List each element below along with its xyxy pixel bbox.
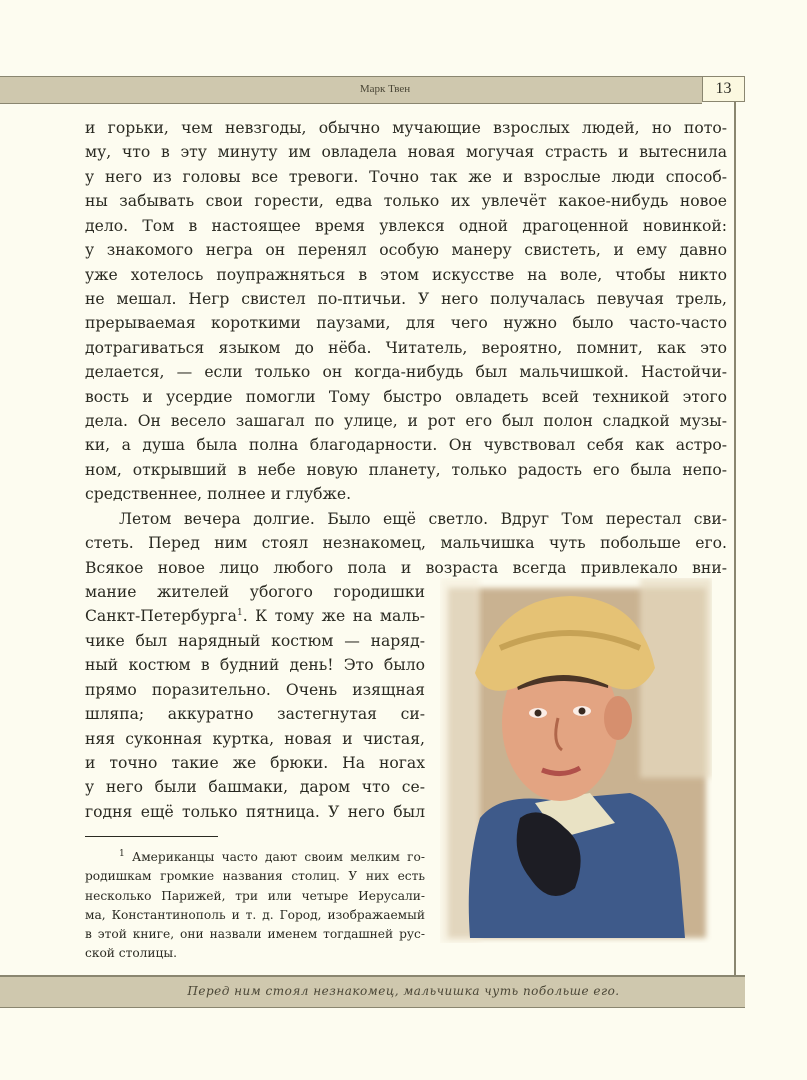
paragraph-1 bbox=[85, 116, 727, 507]
header-author: Марк Твен bbox=[359, 83, 411, 95]
text-line: прерываемая короткими паузами, для чего нужно было часто-часто bbox=[85, 314, 727, 333]
text-line: Летом вечера долгие. Было ещё светло. Вдруг Том перестал сви- bbox=[119, 509, 727, 528]
text-line: стеть. Перед ним стоял незнакомец, мальчишка чуть побольше его. bbox=[85, 534, 727, 553]
text-line: няя суконная куртка, новая и чистая, bbox=[85, 729, 425, 748]
text-line: ном, открывший в небе новую планету, только радость его была непо- bbox=[85, 460, 727, 479]
text-line: мание жителей убогого городишки bbox=[85, 583, 425, 602]
illustration-caption: Перед ним стоял незнакомец, мальчишка чуть побольше его. bbox=[187, 984, 620, 998]
text-span: . К тому же на маль- bbox=[242, 607, 425, 626]
text-line: в этой книге, они назвали именем тогдашней рус- bbox=[85, 927, 425, 942]
text-line: уже хотелось поупражняться в этом искусстве на воле, чтобы никто bbox=[85, 265, 727, 284]
text-line: ны забывать свои горести, едва только их увлечёт какое-нибудь новое bbox=[85, 192, 727, 211]
text-span: Санкт-Петербурга bbox=[85, 607, 237, 626]
text-line: делается, — если только он когда-нибудь был мальчишкой. Настойчи- bbox=[85, 363, 727, 382]
text-line: годня ещё только пятница. У него был bbox=[85, 802, 425, 821]
text-line: ской столицы. bbox=[85, 946, 177, 961]
text-line: у него были башмаки, даром что се- bbox=[85, 778, 425, 797]
text-line bbox=[85, 604, 425, 628]
text-line: дотрагиваться языком до нёба. Читатель, вероятно, помнит, как это bbox=[85, 338, 727, 357]
text-line: му, что в эту минуту им овладела новая могучая страсть и вытеснила bbox=[85, 143, 727, 162]
text-line: шляпа; аккуратно застегнутая си- bbox=[85, 705, 425, 724]
text-line: прямо поразительно. Очень изящная bbox=[85, 680, 425, 699]
text-line: ма, Константинополь и т. д. Город, изображаемый bbox=[85, 907, 425, 922]
page-number: 13 bbox=[702, 76, 745, 102]
boy-portrait-illustration bbox=[440, 578, 712, 943]
footnote-mark: 1 bbox=[119, 848, 125, 859]
text-line: чике был нарядный костюм — наряд- bbox=[85, 631, 425, 650]
text-line: средственнее, полнее и глубже. bbox=[85, 485, 352, 504]
text-line: родишкам громкие названия столиц. У них есть bbox=[85, 869, 425, 884]
text-line: и горьки, чем невзгоды, обычно мучающие взрослых людей, но пото- bbox=[85, 119, 727, 137]
footnote-rule bbox=[85, 836, 218, 837]
text-span: Американцы часто дают своим мелким го- bbox=[131, 850, 425, 864]
text-line: дело. Том в настоящее время увлекся одной драгоценной новинкой: bbox=[85, 216, 727, 235]
text-line: ки, а душа была полна благодарности. Он чувствовал себя как астро- bbox=[85, 436, 727, 455]
text-line: у него из головы все тревоги. Точно так же и взрослые люди способ- bbox=[85, 167, 727, 186]
text-line bbox=[85, 848, 425, 867]
text-line: у знакомого негра он перенял особую манеру свистеть, и ему давно bbox=[85, 241, 727, 260]
text-line: дела. Он весело зашагал по улице, и рот его был полон сладкой музы- bbox=[85, 412, 727, 431]
text-line: Всякое новое лицо любого пола и возраста всегда привлекало вни- bbox=[85, 558, 727, 577]
footnote-ref[interactable]: 1 bbox=[236, 608, 243, 619]
text-line: не мешал. Негр свистел по-птичьи. У него получалась певучая трель, bbox=[85, 289, 727, 308]
footnote bbox=[85, 848, 425, 964]
text-line: ный костюм в будний день! Это было bbox=[85, 656, 425, 675]
text-line: несколько Парижей, три или четыре Иерусали- bbox=[85, 888, 425, 903]
running-header bbox=[0, 76, 702, 104]
text-line: вость и усердие помогли Тому быстро овладеть всей техникой этого bbox=[85, 387, 727, 406]
text-line: и точно такие же брюки. На ногах bbox=[85, 753, 425, 772]
margin-rule bbox=[734, 102, 736, 1006]
caption-band bbox=[0, 975, 745, 1008]
